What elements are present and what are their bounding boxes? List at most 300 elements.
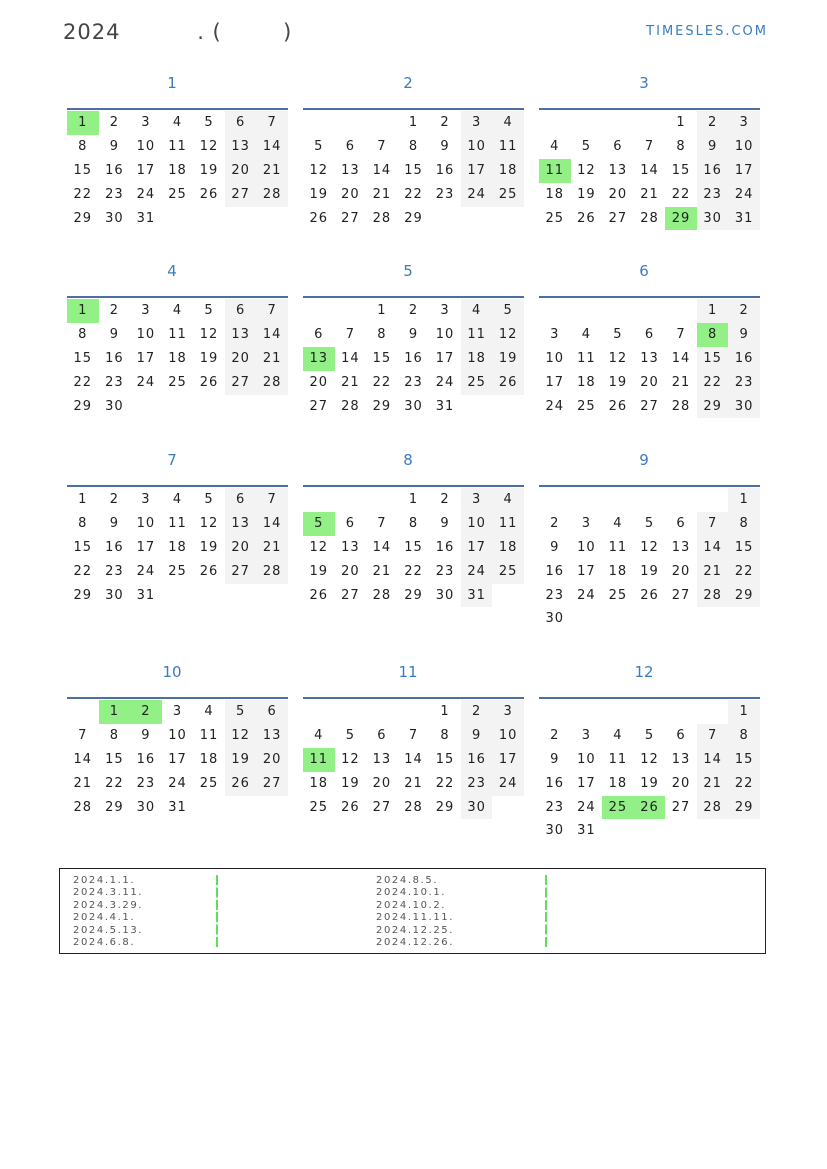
day-cell: 8 [78, 326, 88, 342]
day-cell: 19 [341, 775, 360, 791]
day-cell: 11 [199, 727, 219, 743]
day-cell: 31 [461, 584, 493, 608]
day-cell: 18 [168, 539, 187, 555]
day-cell: 2 [440, 492, 450, 507]
day-cell: 17 [545, 374, 565, 390]
day-cell: 27 [372, 799, 392, 815]
day-cell: 14 [372, 162, 392, 178]
day-cell: 28 [697, 584, 729, 608]
day-cell: 26 [199, 186, 219, 202]
day-cell: 8 [109, 727, 119, 743]
day-cell: 27 [671, 587, 691, 603]
day-cell: 28 [256, 560, 288, 584]
day-cell: 13 [303, 347, 335, 371]
day-cell: 21 [697, 772, 729, 796]
day-cell: 29 [665, 207, 697, 231]
empty-day-cell [697, 700, 729, 724]
day-cell: 4 [613, 727, 623, 743]
day-cell: 7 [256, 299, 288, 323]
day-cell: 21 [256, 159, 288, 183]
day-cell: 24 [136, 563, 156, 579]
day-cell: 14 [341, 350, 360, 366]
day-cell: 4 [204, 704, 214, 719]
day-cell: 21 [671, 374, 691, 390]
day-cell: 17 [492, 748, 524, 772]
day-cell: 24 [728, 183, 760, 207]
empty-day-cell [335, 299, 367, 323]
day-cell: 25 [608, 587, 628, 603]
day-cell: 17 [577, 563, 596, 579]
day-cell: 16 [435, 539, 455, 555]
day-cell: 8 [78, 138, 88, 154]
day-cell: 3 [172, 704, 183, 719]
day-cell: 14 [404, 751, 423, 767]
day-cell: 6 [644, 326, 655, 342]
day-cell: 9 [408, 326, 419, 342]
empty-day-cell [571, 299, 603, 323]
day-cell: 24 [577, 799, 596, 815]
day-cell: 22 [73, 563, 93, 579]
day-cell: 29 [372, 398, 392, 414]
day-cell: 19 [640, 563, 659, 579]
month-divider [303, 108, 524, 110]
day-cell: 5 [581, 138, 591, 154]
day-cell: 15 [105, 751, 124, 767]
day-cell: 15 [73, 350, 93, 366]
day-cell: 22 [435, 775, 455, 791]
day-cell: 1 [676, 115, 686, 130]
day-cell: 15 [404, 539, 423, 555]
day-cell: 14 [671, 350, 691, 366]
day-cell: 11 [168, 326, 187, 342]
day-cell: 18 [461, 347, 493, 371]
holiday-date: 2024.12.26. [376, 937, 455, 949]
day-cell: 4 [172, 115, 183, 130]
day-cell: 25 [602, 796, 634, 820]
day-cell: 17 [136, 539, 156, 555]
day-cell: 20 [225, 159, 257, 183]
month-divider [67, 485, 288, 487]
day-cell: 1 [99, 700, 131, 724]
day-cell: 5 [303, 512, 335, 536]
day-cell: 2 [697, 111, 729, 135]
holiday-date: 2024.12.25. [376, 924, 455, 936]
day-cell: 11 [492, 512, 524, 536]
day-cell: 27 [309, 398, 329, 414]
day-cell: 14 [372, 539, 392, 555]
empty-day-cell [335, 700, 367, 724]
day-cell: 29 [105, 799, 124, 815]
day-cell: 24 [461, 183, 493, 207]
day-cell: 23 [404, 374, 423, 390]
day-cell: 2 [728, 299, 760, 323]
day-cell: 20 [341, 563, 360, 579]
day-cell: 19 [199, 350, 219, 366]
day-cell: 18 [608, 563, 628, 579]
day-cell: 16 [105, 539, 124, 555]
day-cell: 22 [105, 775, 124, 791]
day-cell: 25 [168, 563, 187, 579]
day-grid [539, 488, 760, 631]
empty-day-cell [665, 700, 697, 724]
day-cell: 14 [640, 162, 659, 178]
day-grid [303, 700, 524, 819]
day-cell: 7 [644, 138, 655, 154]
day-cell: 22 [697, 371, 729, 395]
empty-day-cell [539, 111, 571, 135]
empty-day-cell [366, 111, 398, 135]
day-cell: 2 [109, 115, 119, 130]
month-divider [539, 485, 760, 487]
day-cell: 24 [168, 775, 187, 791]
month-divider [303, 296, 524, 298]
day-cell: 12 [492, 323, 524, 347]
day-cell: 23 [435, 186, 455, 202]
day-cell: 26 [640, 587, 659, 603]
day-cell: 19 [640, 775, 659, 791]
day-cell: 1 [67, 299, 99, 323]
day-cell: 13 [671, 751, 691, 767]
day-cell: 24 [435, 374, 455, 390]
day-cell: 12 [640, 751, 659, 767]
day-cell: 29 [404, 587, 423, 603]
day-cell: 6 [345, 138, 355, 154]
day-cell: 8 [728, 724, 760, 748]
day-grid [303, 111, 524, 230]
day-cell: 10 [728, 135, 760, 159]
month-label: 3 [639, 74, 649, 92]
month-label: 4 [167, 262, 177, 280]
month-label: 5 [403, 262, 413, 280]
day-cell: 7 [697, 512, 729, 536]
day-cell: 8 [377, 326, 387, 342]
day-cell: 24 [545, 398, 565, 414]
day-cell: 19 [199, 539, 219, 555]
holiday-marker-bar [545, 875, 547, 949]
day-cell: 19 [309, 186, 329, 202]
day-cell: 12 [199, 326, 219, 342]
holiday-list-1 [73, 875, 143, 949]
day-cell: 5 [225, 700, 257, 724]
day-cell: 11 [492, 135, 524, 159]
day-cell: 23 [545, 587, 565, 603]
day-cell: 6 [314, 326, 324, 342]
day-cell: 26 [608, 398, 628, 414]
day-cell: 13 [341, 539, 360, 555]
day-cell: 30 [136, 799, 156, 815]
day-cell: 17 [728, 159, 760, 183]
day-cell: 11 [608, 751, 628, 767]
day-cell: 16 [105, 162, 124, 178]
day-cell: 23 [461, 772, 493, 796]
month-label: 11 [398, 663, 418, 681]
holiday-marker-bar [216, 875, 218, 949]
day-cell: 14 [256, 135, 288, 159]
day-cell: 8 [728, 512, 760, 536]
day-cell: 8 [408, 138, 419, 154]
day-cell: 15 [435, 751, 455, 767]
empty-day-cell [634, 488, 666, 512]
day-cell: 13 [372, 751, 392, 767]
day-cell: 18 [168, 162, 187, 178]
day-cell: 27 [608, 210, 628, 226]
empty-day-cell [335, 111, 367, 135]
empty-day-cell [303, 700, 335, 724]
day-cell: 9 [440, 515, 450, 531]
holiday-legend [59, 868, 766, 954]
day-cell: 16 [136, 751, 156, 767]
day-cell: 30 [697, 207, 729, 231]
day-cell: 15 [697, 347, 729, 371]
day-cell: 18 [309, 775, 329, 791]
day-cell: 25 [461, 371, 493, 395]
day-cell: 11 [461, 323, 493, 347]
day-cell: 12 [199, 138, 219, 154]
month-label: 8 [403, 451, 413, 469]
day-cell: 18 [492, 159, 524, 183]
empty-day-cell [303, 299, 335, 323]
day-grid [67, 488, 288, 607]
day-cell: 21 [73, 775, 93, 791]
month-divider [67, 697, 288, 699]
empty-day-cell [602, 299, 634, 323]
day-cell: 2 [461, 700, 493, 724]
day-cell: 17 [136, 162, 156, 178]
month-divider [539, 697, 760, 699]
day-cell: 28 [73, 799, 93, 815]
day-cell: 7 [377, 515, 387, 531]
day-cell: 4 [581, 326, 591, 342]
day-cell: 15 [404, 162, 423, 178]
day-cell: 9 [109, 326, 119, 342]
day-cell: 30 [105, 210, 124, 226]
empty-day-cell [539, 488, 571, 512]
day-cell: 10 [545, 350, 565, 366]
holiday-date: 2024.10.1. [376, 887, 447, 899]
day-cell: 11 [303, 748, 335, 772]
day-cell: 1 [377, 303, 387, 318]
day-cell: 3 [141, 303, 151, 318]
day-cell: 16 [545, 563, 565, 579]
day-cell: 2 [440, 115, 450, 130]
day-grid [303, 299, 524, 418]
day-cell: 18 [577, 374, 596, 390]
empty-day-cell [697, 488, 729, 512]
day-cell: 20 [341, 186, 360, 202]
day-cell: 10 [136, 515, 156, 531]
day-cell: 30 [435, 587, 455, 603]
day-cell: 26 [309, 210, 329, 226]
day-cell: 20 [309, 374, 329, 390]
empty-day-cell [539, 700, 571, 724]
day-cell: 31 [728, 207, 760, 231]
day-cell: 9 [440, 138, 450, 154]
day-cell: 12 [577, 162, 596, 178]
day-cell: 10 [461, 512, 493, 536]
day-cell: 4 [314, 727, 324, 743]
day-cell: 6 [613, 138, 623, 154]
day-cell: 31 [136, 210, 156, 226]
day-cell: 17 [461, 536, 493, 560]
day-cell: 16 [697, 159, 729, 183]
day-cell: 2 [109, 492, 119, 507]
day-cell: 9 [141, 727, 151, 743]
day-cell: 27 [225, 371, 257, 395]
day-cell: 5 [492, 299, 524, 323]
day-cell: 6 [377, 727, 387, 743]
day-cell: 26 [225, 772, 257, 796]
day-cell: 10 [168, 727, 187, 743]
empty-day-cell [571, 111, 603, 135]
day-cell: 28 [697, 796, 729, 820]
day-cell: 5 [644, 515, 655, 531]
day-cell: 9 [550, 751, 560, 767]
day-cell: 6 [225, 111, 257, 135]
day-cell: 18 [168, 350, 187, 366]
day-cell: 11 [168, 515, 187, 531]
day-cell: 18 [608, 775, 628, 791]
day-cell: 10 [136, 326, 156, 342]
month-divider [539, 108, 760, 110]
brand-logo[interactable]: TIMESLES.COM [646, 24, 768, 39]
day-cell: 4 [613, 515, 623, 531]
empty-day-cell [571, 488, 603, 512]
day-cell: 22 [728, 772, 760, 796]
day-cell: 11 [168, 138, 187, 154]
day-cell: 29 [728, 584, 760, 608]
day-cell: 22 [404, 563, 423, 579]
day-cell: 20 [225, 347, 257, 371]
day-cell: 30 [404, 398, 423, 414]
day-cell: 30 [461, 796, 493, 820]
day-cell: 4 [172, 303, 183, 318]
day-cell: 30 [545, 823, 565, 839]
day-cell: 28 [640, 210, 659, 226]
day-cell: 5 [204, 492, 214, 507]
day-cell: 15 [728, 536, 760, 560]
day-cell: 22 [73, 374, 93, 390]
day-cell: 28 [404, 799, 423, 815]
day-cell: 24 [461, 560, 493, 584]
day-cell: 1 [728, 488, 760, 512]
day-cell: 28 [372, 587, 392, 603]
day-cell: 18 [199, 751, 219, 767]
day-grid [539, 700, 760, 843]
day-grid [539, 299, 760, 418]
day-cell: 8 [78, 515, 88, 531]
day-cell: 19 [492, 347, 524, 371]
day-cell: 24 [492, 772, 524, 796]
day-cell: 4 [492, 111, 524, 135]
month-label: 9 [639, 451, 649, 469]
empty-day-cell [665, 299, 697, 323]
day-cell: 6 [345, 515, 355, 531]
day-cell: 17 [435, 350, 455, 366]
day-cell: 6 [256, 700, 288, 724]
day-cell: 3 [581, 515, 591, 531]
day-cell: 26 [341, 799, 360, 815]
month-label: 1 [167, 74, 177, 92]
day-cell: 18 [545, 186, 565, 202]
day-cell: 25 [309, 799, 329, 815]
day-cell: 25 [199, 775, 219, 791]
holiday-date: 2024.3.11. [73, 887, 144, 899]
day-cell: 5 [613, 326, 623, 342]
holiday-list-2 [376, 875, 454, 949]
day-cell: 1 [67, 111, 99, 135]
day-cell: 24 [136, 374, 156, 390]
day-cell: 27 [671, 799, 691, 815]
day-cell: 8 [440, 727, 450, 743]
day-cell: 1 [728, 700, 760, 724]
empty-day-cell [602, 488, 634, 512]
day-cell: 23 [728, 371, 760, 395]
day-cell: 22 [404, 186, 423, 202]
month-divider [67, 296, 288, 298]
holiday-date: 2024.3.29. [73, 899, 144, 911]
empty-day-cell [602, 111, 634, 135]
day-cell: 13 [671, 539, 691, 555]
day-cell: 28 [372, 210, 392, 226]
day-cell: 25 [545, 210, 565, 226]
day-cell: 19 [225, 748, 257, 772]
day-cell: 25 [168, 186, 187, 202]
day-cell: 1 [408, 115, 419, 130]
day-cell: 20 [671, 563, 691, 579]
day-cell: 25 [492, 560, 524, 584]
day-cell: 1 [78, 492, 88, 507]
day-cell: 12 [199, 515, 219, 531]
day-grid [303, 488, 524, 607]
day-cell: 12 [225, 724, 257, 748]
day-cell: 1 [440, 704, 450, 719]
day-cell: 26 [199, 563, 219, 579]
empty-day-cell [366, 700, 398, 724]
day-cell: 7 [345, 326, 355, 342]
day-cell: 5 [345, 727, 355, 743]
empty-day-cell [665, 488, 697, 512]
day-cell: 31 [577, 823, 596, 839]
empty-day-cell [303, 488, 335, 512]
day-cell: 6 [225, 299, 257, 323]
holiday-date: 2024.10.2. [376, 899, 447, 911]
day-cell: 27 [341, 210, 360, 226]
month-label: 12 [634, 663, 654, 681]
day-cell: 7 [377, 138, 387, 154]
day-cell: 19 [199, 162, 219, 178]
day-cell: 22 [73, 186, 93, 202]
day-cell: 19 [309, 563, 329, 579]
day-cell: 9 [728, 323, 760, 347]
day-cell: 25 [168, 374, 187, 390]
day-cell: 27 [225, 560, 257, 584]
day-cell: 13 [640, 350, 659, 366]
empty-day-cell [634, 700, 666, 724]
day-grid [539, 111, 760, 230]
day-cell: 25 [492, 183, 524, 207]
day-cell: 6 [225, 488, 257, 512]
day-cell: 8 [408, 515, 419, 531]
month-label: 6 [639, 262, 649, 280]
empty-day-cell [303, 111, 335, 135]
day-cell: 21 [697, 560, 729, 584]
month-divider [303, 697, 524, 699]
day-cell: 21 [256, 347, 288, 371]
day-cell: 14 [256, 512, 288, 536]
day-cell: 2 [550, 727, 560, 743]
day-cell: 21 [640, 186, 659, 202]
day-cell: 27 [640, 398, 659, 414]
